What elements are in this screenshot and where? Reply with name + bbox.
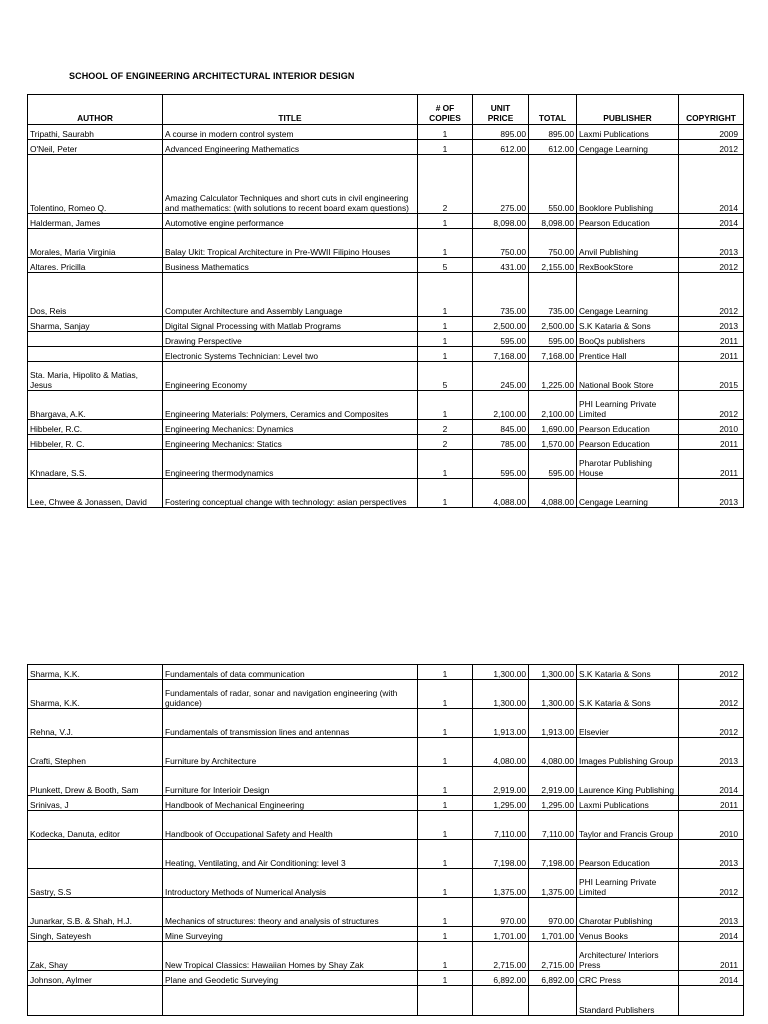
cell-unit-price: 4,088.00: [473, 479, 529, 508]
cell-unit-price: 1,295.00: [473, 796, 529, 811]
cell-copies: 1: [418, 391, 473, 420]
cell-copies: 1: [418, 796, 473, 811]
cell-total: 4,088.00: [529, 479, 577, 508]
cell-title: Business Mathematics: [163, 258, 418, 273]
cell-author: [28, 332, 163, 347]
cell-unit-price: 895.00: [473, 125, 529, 140]
cell-copyright: 2015: [679, 362, 744, 391]
cell-publisher: Pearson Education: [577, 214, 679, 229]
cell-publisher: Pearson Education: [577, 840, 679, 869]
cell-copyright: 2014: [679, 155, 744, 214]
header-unit-line2: PRICE: [487, 113, 514, 123]
table-row: [28, 420, 744, 435]
cell-unit-price: 2,500.00: [473, 317, 529, 332]
cell-title: Handbook of Occupational Safety and Health: [163, 811, 418, 840]
cell-total: 2,715.00: [529, 942, 577, 971]
cell-total: 550.00: [529, 155, 577, 214]
cell-unit-price: [473, 986, 529, 1016]
cell-unit-price: 735.00: [473, 273, 529, 317]
header-copies-line2: COPIES: [429, 113, 461, 123]
cell-copyright: 2014: [679, 767, 744, 796]
cell-title: Fundamentals of radar, sonar and navigation engineering (with guidance): [163, 680, 418, 709]
header-title: TITLE: [163, 95, 418, 125]
cell-unit-price: 595.00: [473, 450, 529, 479]
table-row: [28, 273, 744, 317]
cell-author: Dos, Reis: [28, 273, 163, 317]
cell-publisher: Anvil Publishing: [577, 229, 679, 258]
table-row: [28, 362, 744, 391]
table-row: [28, 347, 744, 362]
table-row: [28, 811, 744, 840]
cell-author: Johnson, Aylmer: [28, 971, 163, 986]
cell-copies: 1: [418, 214, 473, 229]
table-row: [28, 898, 744, 927]
cell-publisher: Venus Books: [577, 927, 679, 942]
cell-total: 1,300.00: [529, 680, 577, 709]
cell-copies: 1: [418, 927, 473, 942]
cell-title: Heating, Ventilating, and Air Conditioning: level 3: [163, 840, 418, 869]
cell-copies: 1: [418, 680, 473, 709]
table-row: [28, 435, 744, 450]
cell-title: Automotive engine performance: [163, 214, 418, 229]
cell-copyright: 2009: [679, 125, 744, 140]
cell-copyright: 2013: [679, 229, 744, 258]
cell-total: 2,919.00: [529, 767, 577, 796]
cell-copies: 1: [418, 709, 473, 738]
cell-total: 1,701.00: [529, 927, 577, 942]
table-row: [28, 391, 744, 420]
cell-publisher: Laurence King Publishing: [577, 767, 679, 796]
cell-author: Altares. Pricilla: [28, 258, 163, 273]
cell-total: 750.00: [529, 229, 577, 258]
cell-title: Furniture for Interioir Design: [163, 767, 418, 796]
cell-copyright: 2010: [679, 420, 744, 435]
cell-copyright: 2011: [679, 435, 744, 450]
cell-unit-price: 7,110.00: [473, 811, 529, 840]
cell-title: Computer Architecture and Assembly Language: [163, 273, 418, 317]
cell-unit-price: 245.00: [473, 362, 529, 391]
cell-copyright: 2014: [679, 214, 744, 229]
cell-unit-price: 1,701.00: [473, 927, 529, 942]
table-row: [28, 155, 744, 214]
inventory-table-top: [27, 94, 744, 508]
cell-publisher: Laxmi Publications: [577, 125, 679, 140]
header-publisher: PUBLISHER: [577, 95, 679, 125]
cell-copyright: 2012: [679, 258, 744, 273]
table-row: [28, 942, 744, 971]
cell-copyright: 2011: [679, 796, 744, 811]
cell-copies: 1: [418, 125, 473, 140]
cell-copyright: 2013: [679, 738, 744, 767]
cell-total: 1,225.00: [529, 362, 577, 391]
cell-copies: 1: [418, 479, 473, 508]
header-unit-price: [473, 95, 529, 125]
table-row: [28, 709, 744, 738]
cell-copyright: 2012: [679, 680, 744, 709]
cell-unit-price: 1,300.00: [473, 665, 529, 680]
cell-copies: 1: [418, 738, 473, 767]
cell-title: Mechanics of structures: theory and analysis of structures: [163, 898, 418, 927]
cell-author: Zak, Shay: [28, 942, 163, 971]
cell-author: Sharma, Sanjay: [28, 317, 163, 332]
table-row: [28, 125, 744, 140]
cell-total: 8,098.00: [529, 214, 577, 229]
cell-publisher: Charotar Publishing: [577, 898, 679, 927]
inventory-table-bottom: [27, 664, 744, 1016]
table-row: [28, 317, 744, 332]
table-row: [28, 971, 744, 986]
cell-unit-price: 595.00: [473, 332, 529, 347]
cell-title: Furniture by Architecture: [163, 738, 418, 767]
cell-unit-price: 2,100.00: [473, 391, 529, 420]
header-copyright: COPYRIGHT: [679, 95, 744, 125]
cell-copyright: 2012: [679, 140, 744, 155]
cell-copies: 1: [418, 840, 473, 869]
cell-author: Hibbeler, R.C.: [28, 420, 163, 435]
table-row: [28, 450, 744, 479]
table-row: [28, 738, 744, 767]
cell-publisher: Architecture/ Interiors Press: [577, 942, 679, 971]
cell-copyright: 2012: [679, 273, 744, 317]
cell-unit-price: 1,300.00: [473, 680, 529, 709]
cell-copies: 1: [418, 140, 473, 155]
cell-copies: 1: [418, 317, 473, 332]
cell-author: Morales, Maria Virginia: [28, 229, 163, 258]
cell-title: Digital Signal Processing with Matlab Programs: [163, 317, 418, 332]
table-row: [28, 680, 744, 709]
cell-author: Bhargava, A.K.: [28, 391, 163, 420]
cell-publisher: Cengage Learning: [577, 140, 679, 155]
cell-copies: 1: [418, 347, 473, 362]
cell-unit-price: 750.00: [473, 229, 529, 258]
cell-copies: 5: [418, 362, 473, 391]
cell-author: Kodecka, Danuta, editor: [28, 811, 163, 840]
cell-copies: 1: [418, 229, 473, 258]
cell-publisher: PHI Learning Private Limited: [577, 391, 679, 420]
cell-total: 895.00: [529, 125, 577, 140]
cell-publisher: Cengage Learning: [577, 273, 679, 317]
cell-total: 735.00: [529, 273, 577, 317]
cell-total: 1,300.00: [529, 665, 577, 680]
cell-author: Khnadare, S.S.: [28, 450, 163, 479]
header-copies: [418, 95, 473, 125]
cell-publisher: Taylor and Francis Group: [577, 811, 679, 840]
header-copies-line1: # OF: [435, 103, 455, 113]
cell-unit-price: 7,198.00: [473, 840, 529, 869]
cell-publisher: RexBookStore: [577, 258, 679, 273]
cell-title: Balay Ukit: Tropical Architecture in Pre-WWII Filipino Houses: [163, 229, 418, 258]
table-row: [28, 332, 744, 347]
cell-copies: 1: [418, 942, 473, 971]
cell-title: New Tropical Classics: Hawaiian Homes by Shay Zak: [163, 942, 418, 971]
cell-publisher: Pearson Education: [577, 435, 679, 450]
cell-total: 1,375.00: [529, 869, 577, 898]
cell-author: [28, 986, 163, 1016]
cell-author: Crafti, Stephen: [28, 738, 163, 767]
cell-title: Amazing Calculator Techniques and short cuts in civil engineering and mathematics: (with solutions to recent board exam questions): [163, 155, 418, 214]
header-unit-line1: UNIT: [490, 103, 511, 113]
cell-copies: 1: [418, 273, 473, 317]
cell-author: Rehna, V.J.: [28, 709, 163, 738]
cell-total: 2,155.00: [529, 258, 577, 273]
table-row: [28, 927, 744, 942]
cell-copyright: 2012: [679, 391, 744, 420]
cell-publisher: S.K Kataria & Sons: [577, 680, 679, 709]
cell-publisher: Elsevier: [577, 709, 679, 738]
cell-copies: 1: [418, 869, 473, 898]
cell-publisher: BooQs publishers: [577, 332, 679, 347]
table-row: [28, 665, 744, 680]
cell-unit-price: 7,168.00: [473, 347, 529, 362]
cell-total: 6,892.00: [529, 971, 577, 986]
cell-title: Handbook of Mechanical Engineering: [163, 796, 418, 811]
cell-copies: 1: [418, 898, 473, 927]
header-total: TOTAL: [529, 95, 577, 125]
cell-total: [529, 986, 577, 1016]
cell-total: 612.00: [529, 140, 577, 155]
cell-unit-price: 431.00: [473, 258, 529, 273]
cell-title: Drawing Perspective: [163, 332, 418, 347]
cell-author: Tripathi, Saurabh: [28, 125, 163, 140]
cell-total: 2,100.00: [529, 391, 577, 420]
cell-unit-price: 6,892.00: [473, 971, 529, 986]
cell-author: [28, 840, 163, 869]
header-author: AUTHOR: [28, 95, 163, 125]
cell-copyright: 2012: [679, 709, 744, 738]
cell-unit-price: 275.00: [473, 155, 529, 214]
cell-unit-price: 8,098.00: [473, 214, 529, 229]
cell-copies: 2: [418, 420, 473, 435]
cell-copyright: 2011: [679, 942, 744, 971]
cell-publisher: Cengage Learning: [577, 479, 679, 508]
cell-author: Plunkett, Drew & Booth, Sam: [28, 767, 163, 796]
table-row: [28, 767, 744, 796]
cell-publisher: Standard Publishers: [577, 986, 679, 1016]
cell-author: Sta. Maria, Hipolito & Matias, Jesus: [28, 362, 163, 391]
cell-total: 595.00: [529, 450, 577, 479]
table-row: [28, 214, 744, 229]
cell-title: Engineering thermodynamics: [163, 450, 418, 479]
cell-author: Srinivas, J: [28, 796, 163, 811]
cell-author: Lee, Chwee & Jonassen, David: [28, 479, 163, 508]
cell-total: 1,690.00: [529, 420, 577, 435]
cell-unit-price: 1,913.00: [473, 709, 529, 738]
table-row: [28, 140, 744, 155]
cell-publisher: Pharotar Publishing House: [577, 450, 679, 479]
cell-total: 4,080.00: [529, 738, 577, 767]
cell-publisher: S.K Kataria & Sons: [577, 665, 679, 680]
cell-publisher: National Book Store: [577, 362, 679, 391]
cell-publisher: Pearson Education: [577, 420, 679, 435]
cell-title: [163, 986, 418, 1016]
cell-copies: [418, 986, 473, 1016]
cell-total: 1,913.00: [529, 709, 577, 738]
cell-total: 7,168.00: [529, 347, 577, 362]
cell-total: 1,295.00: [529, 796, 577, 811]
cell-title: Introductory Methods of Numerical Analysis: [163, 869, 418, 898]
cell-publisher: Prentice Hall: [577, 347, 679, 362]
cell-title: Engineering Mechanics: Dynamics: [163, 420, 418, 435]
table-row: [28, 986, 744, 1016]
cell-title: Fundamentals of transmission lines and antennas: [163, 709, 418, 738]
table-row: [28, 869, 744, 898]
cell-total: 7,198.00: [529, 840, 577, 869]
cell-title: Fostering conceptual change with technology: asian perspectives: [163, 479, 418, 508]
cell-unit-price: 1,375.00: [473, 869, 529, 898]
cell-copyright: 2011: [679, 347, 744, 362]
cell-publisher: Booklore Publishing: [577, 155, 679, 214]
cell-copyright: 2013: [679, 840, 744, 869]
cell-author: Halderman, James: [28, 214, 163, 229]
cell-copyright: 2010: [679, 811, 744, 840]
cell-copies: 2: [418, 155, 473, 214]
table-row: [28, 479, 744, 508]
cell-copyright: 2011: [679, 332, 744, 347]
table-row: [28, 258, 744, 273]
cell-total: 595.00: [529, 332, 577, 347]
cell-total: 2,500.00: [529, 317, 577, 332]
cell-copies: 1: [418, 450, 473, 479]
table-row: [28, 840, 744, 869]
cell-unit-price: 785.00: [473, 435, 529, 450]
cell-copies: 1: [418, 767, 473, 796]
cell-title: Fundamentals of data communication: [163, 665, 418, 680]
cell-author: Hibbeler, R. C.: [28, 435, 163, 450]
table-row: [28, 796, 744, 811]
cell-title: A course in modern control system: [163, 125, 418, 140]
table-row: [28, 229, 744, 258]
cell-unit-price: 4,080.00: [473, 738, 529, 767]
document-title: SCHOOL OF ENGINEERING ARCHITECTURAL INTERIOR DESIGN: [69, 71, 355, 81]
cell-author: Tolentino, Romeo Q.: [28, 155, 163, 214]
cell-copyright: 2014: [679, 927, 744, 942]
cell-copies: 2: [418, 435, 473, 450]
cell-publisher: Laxmi Publications: [577, 796, 679, 811]
cell-unit-price: 970.00: [473, 898, 529, 927]
cell-copyright: 2011: [679, 450, 744, 479]
cell-copies: 1: [418, 971, 473, 986]
cell-copyright: 2012: [679, 665, 744, 680]
cell-title: Electronic Systems Technician: Level two: [163, 347, 418, 362]
cell-title: Advanced Engineering Mathematics: [163, 140, 418, 155]
cell-total: 970.00: [529, 898, 577, 927]
cell-copyright: 2013: [679, 317, 744, 332]
cell-author: Junarkar, S.B. & Shah, H.J.: [28, 898, 163, 927]
cell-total: 1,570.00: [529, 435, 577, 450]
cell-copyright: 2013: [679, 479, 744, 508]
cell-publisher: PHI Learning Private Limited: [577, 869, 679, 898]
cell-copies: 1: [418, 332, 473, 347]
cell-unit-price: 612.00: [473, 140, 529, 155]
cell-copies: 5: [418, 258, 473, 273]
cell-copyright: [679, 986, 744, 1016]
cell-copies: 1: [418, 811, 473, 840]
cell-title: Engineering Economy: [163, 362, 418, 391]
cell-title: Mine Surveying: [163, 927, 418, 942]
table-header-row: [28, 95, 744, 125]
cell-publisher: CRC Press: [577, 971, 679, 986]
cell-title: Engineering Materials: Polymers, Ceramics and Composites: [163, 391, 418, 420]
cell-author: Sharma, K.K.: [28, 665, 163, 680]
cell-copies: 1: [418, 665, 473, 680]
cell-author: O'Neil, Peter: [28, 140, 163, 155]
cell-author: [28, 347, 163, 362]
cell-copyright: 2013: [679, 898, 744, 927]
cell-copyright: 2014: [679, 971, 744, 986]
cell-unit-price: 2,715.00: [473, 942, 529, 971]
cell-unit-price: 2,919.00: [473, 767, 529, 796]
cell-author: Sharma, K.K.: [28, 680, 163, 709]
cell-author: Sastry, S.S: [28, 869, 163, 898]
cell-publisher: S.K Kataria & Sons: [577, 317, 679, 332]
cell-total: 7,110.00: [529, 811, 577, 840]
cell-author: Singh, Sateyesh: [28, 927, 163, 942]
cell-unit-price: 845.00: [473, 420, 529, 435]
cell-title: Engineering Mechanics: Statics: [163, 435, 418, 450]
cell-copyright: 2012: [679, 869, 744, 898]
cell-title: Plane and Geodetic Surveying: [163, 971, 418, 986]
cell-publisher: Images Publishing Group: [577, 738, 679, 767]
